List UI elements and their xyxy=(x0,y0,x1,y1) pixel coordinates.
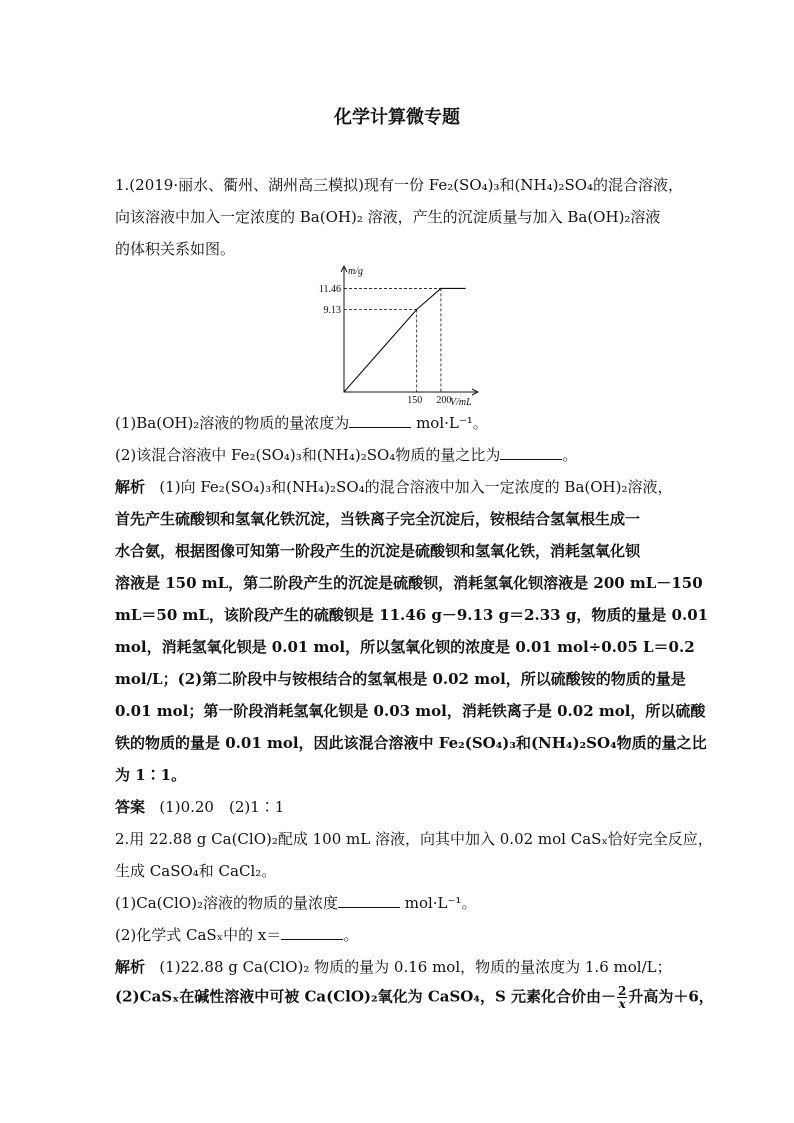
q1-sub2-blank[interactable] xyxy=(500,445,562,460)
fraction-denominator: x xyxy=(618,997,626,1011)
y-axis-label: m/g xyxy=(348,266,363,277)
q2-analysis-line2 xyxy=(115,985,714,1010)
q2-analysis2-post: 升高为＋6， xyxy=(628,987,714,1006)
q1-analysis-line6: mol，消耗氢氧化钡是 0.01 mol，所以氢氧化钡的浓度是 0.01 mol÷0.05 L＝0.2 xyxy=(115,638,695,656)
q2-analysis2-pre: (2)CaSₓ在碱性溶液中可被 Ca(ClO)₂氧化为 CaSO₄，S 元素化合价由－ xyxy=(115,987,617,1006)
q2-sub1 xyxy=(115,893,476,913)
q1-sub2-end: 。 xyxy=(562,446,578,464)
x-tick-label: 150 xyxy=(407,395,423,406)
q1-answer xyxy=(115,797,284,817)
q1-sub1-blank[interactable] xyxy=(349,413,411,428)
answer-text: (1)0.20 (2)1∶1 xyxy=(159,798,285,816)
data-point xyxy=(465,288,466,289)
q2-sub1-unit: mol·L⁻¹。 xyxy=(399,894,477,912)
q1-analysis-line4: 溶液是 150 mL，第二阶段产生的沉淀是硫酸钡，消耗氢氧化钡溶液是 200 mL－150 xyxy=(115,574,703,592)
x-axis-label: V/mL xyxy=(450,397,472,408)
q1-analysis-line5: mL＝50 mL，该阶段产生的硫酸钡是 11.46 g－9.13 g＝2.33 g，物质的量是 0.01 xyxy=(115,606,709,624)
q2-analysis-label: 解析 xyxy=(115,958,146,976)
q2-sub2-blank[interactable] xyxy=(281,925,343,940)
q1-stem-line3: 的体积关系如图。 xyxy=(115,240,236,258)
fraction-numerator: 2 xyxy=(618,984,627,998)
q2-stem-line1: 2.用 22.88 g Ca(ClO)₂配成 100 mL 溶液，向其中加入 0.02 mol CaSₓ恰好完全反应， xyxy=(115,830,713,848)
q1-analysis-line3: 水合氨，根据图像可知第一阶段产生的沉淀是硫酸钡和氢氧化铁，消耗氢氧化钡 xyxy=(115,542,641,560)
q1-analysis-line7: mol/L；(2)第二阶段中与铵根结合的氢氧根是 0.02 mol，所以硫酸铵的物质的量是 xyxy=(115,670,686,688)
q1-analysis-line1 xyxy=(115,477,672,497)
q1-sub2-text: (2)该混合溶液中 Fe₂(SO₄)₃和(NH₄)₂SO₄物质的量之比为 xyxy=(115,446,501,464)
data-point xyxy=(343,391,344,392)
fraction xyxy=(617,985,627,1010)
page-title: 化学计算微专题 xyxy=(334,107,460,128)
y-tick-label: 9.13 xyxy=(323,304,341,316)
q2-sub1-blank[interactable] xyxy=(338,893,400,908)
analysis-text: (1)向 Fe₂(SO₄)₃和(NH₄)₂SO₄的混合溶液中加入一定浓度的 Ba(OH)₂溶液， xyxy=(159,478,673,496)
data-point xyxy=(440,288,441,289)
q1-stem-line2: 向该溶液中加入一定浓度的 Ba(OH)₂ 溶液，产生的沉淀质量与加入 Ba(OH)₂溶液 xyxy=(115,208,661,226)
q2-stem-line2: 生成 CaSO₄和 CaCl₂。 xyxy=(115,862,277,880)
q2-sub2-text: (2)化学式 CaSₓ中的 x＝ xyxy=(115,926,282,944)
data-point xyxy=(416,309,417,310)
q1-analysis-line9: 铁的物质的量是 0.01 mol，因此该混合溶液中 Fe₂(SO₄)₃和(NH₄)₂SO₄物质的量之比 xyxy=(115,734,707,752)
y-tick-label: 11.46 xyxy=(318,283,341,295)
q1-analysis-line10: 为 1∶1。 xyxy=(115,766,187,784)
q1-sub1-text: (1)Ba(OH)₂溶液的物质的量浓度为 xyxy=(115,414,350,432)
data-series-line xyxy=(344,288,465,392)
q2-analysis-line1 xyxy=(115,957,672,977)
q1-analysis-line2: 首先产生硫酸钡和氢氧化铁沉淀，当铁离子完全沉淀后，铵根结合氢氧根生成一 xyxy=(115,510,641,528)
q1-analysis-line8: 0.01 mol；第一阶段消耗氢氧化钡是 0.03 mol，消耗铁离子是 0.02 mol，所以硫酸 xyxy=(115,702,706,720)
analysis-label: 解析 xyxy=(115,478,146,496)
q2-analysis-text: (1)22.88 g Ca(ClO)₂ 物质的量为 0.16 mol，物质的量浓度为 1.6 mol/L； xyxy=(159,958,672,976)
q2-sub2 xyxy=(115,925,358,945)
q1-sub1 xyxy=(115,413,488,433)
q1-sub2 xyxy=(115,445,577,465)
q1-sub1-unit: mol·L⁻¹。 xyxy=(411,414,488,432)
q2-sub1-text: (1)Ca(ClO)₂溶液的物质的量浓度 xyxy=(115,894,338,912)
x-tick-label: 200 xyxy=(436,395,452,406)
q1-stem-line1: 1.(2019·丽水、衢州、湖州高三模拟)现有一份 Fe₂(SO₄)₃和(NH₄)₂SO₄的混合溶液， xyxy=(115,176,684,194)
q2-sub2-end: 。 xyxy=(343,926,359,944)
answer-label: 答案 xyxy=(115,798,146,816)
precipitate-mass-chart xyxy=(310,262,480,410)
